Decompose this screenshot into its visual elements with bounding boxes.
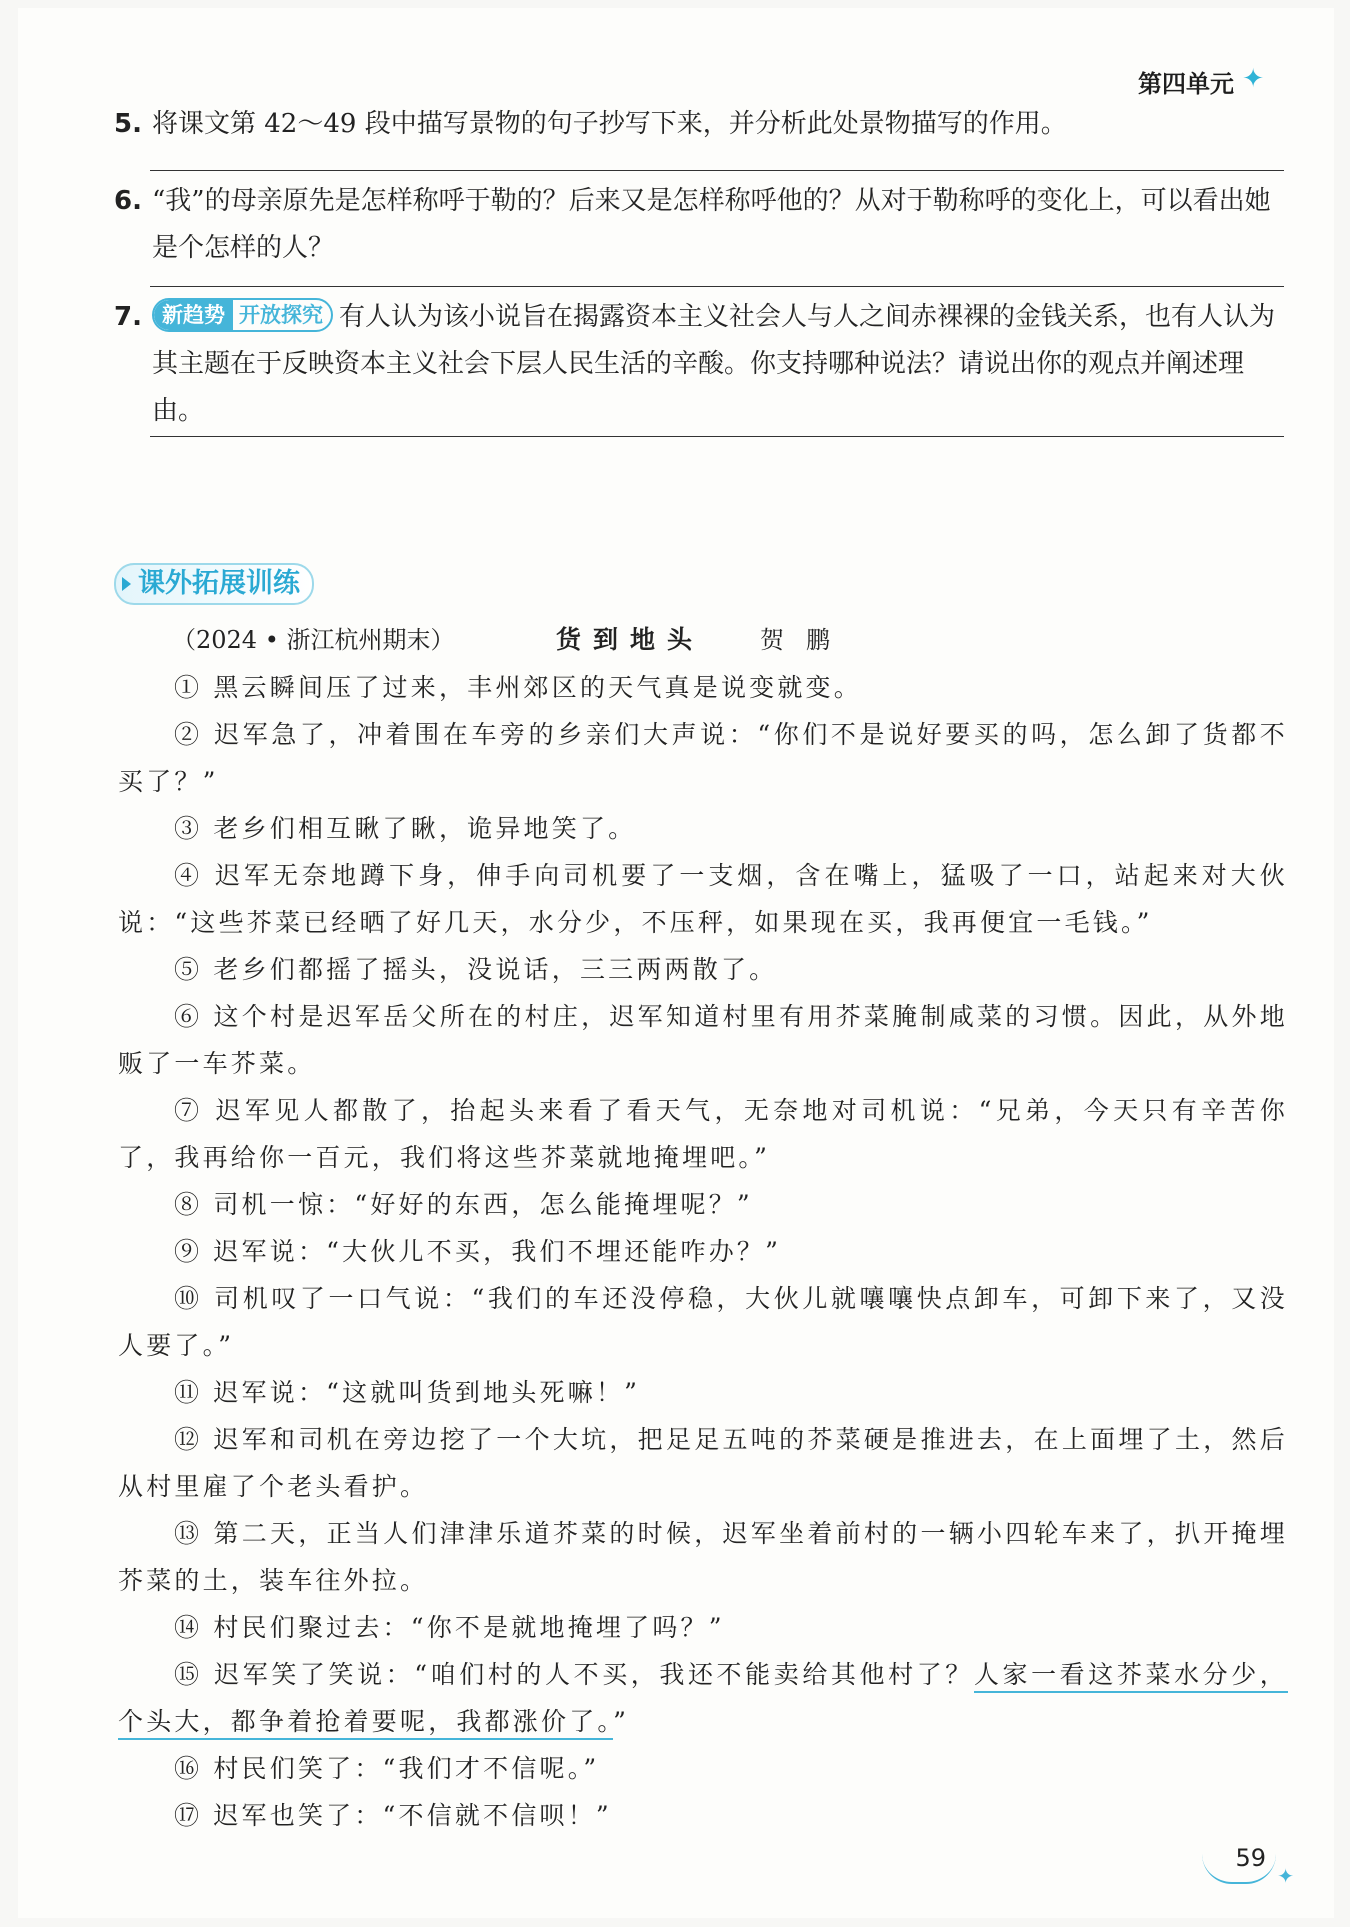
paragraph: ① 黑云瞬间压了过来，丰州郊区的天气真是说变就变。 [174, 673, 862, 702]
question-text: “我”的母亲原先是怎样称呼于勒的？后来又是怎样称呼他的？从对于勒称呼的变化上，可以看出她是个怎样的人？ [152, 186, 1271, 263]
question-5 [114, 101, 1284, 148]
paragraph-15 [118, 1651, 1288, 1745]
arrow-icon [122, 577, 131, 591]
paragraph: ② 迟军急了，冲着围在车旁的乡亲们大声说：“你们不是说好要买的吗，怎么卸了货都不买了？” [118, 720, 1288, 796]
answer-line[interactable] [150, 436, 1284, 437]
article-title: 货到地头 [556, 625, 705, 654]
paragraph: ⑬ 第二天，正当人们津津乐道芥菜的时候，迟军坐着前村的一辆小四轮车来了，扒开掩埋芥菜的土，装车往外拉。 [118, 1519, 1288, 1595]
paragraph: ③ 老乡们相互瞅了瞅，诡异地笑了。 [174, 814, 637, 843]
paragraph: ⑧ 司机一惊：“好好的东西，怎么能掩埋呢？” [174, 1190, 753, 1219]
answer-line[interactable] [150, 286, 1284, 287]
sparkle-star-icon: ✦ [1277, 1864, 1294, 1888]
answer-line[interactable] [150, 170, 1284, 171]
article-author: 贺鹏 [760, 626, 852, 654]
paragraph: ⑪ 迟军说：“这就叫货到地头死嘛！” [174, 1378, 641, 1407]
section-title: 课外拓展训练 [138, 568, 300, 599]
question-number: 5. [114, 109, 142, 139]
paragraph: ④ 迟军无奈地蹲下身，伸手向司机要了一支烟，含在嘴上，猛吸了一口，站起来对大伙说：“这些芥菜已经晒了好几天，水分少，不压秤，如果现在买，我再便宜一毛钱。” [118, 861, 1288, 937]
question-body: 有人认为该小说旨在揭露资本主义社会人与人之间赤裸裸的金钱关系，也有人认为其主题在于反映资本主义社会下层人民生活的辛酸。你支持哪种说法？请说出你的观点并阐述理由。 [152, 302, 1276, 426]
question-text [152, 294, 1284, 435]
question-number: 6. [114, 186, 142, 216]
question-6 [114, 178, 1284, 272]
tag-badge-trend: 新趋势 [154, 300, 233, 330]
paragraph: ⑭ 村民们聚过去：“你不是就地掩埋了吗？” [174, 1613, 725, 1642]
paragraph: ⑰ 迟军也笑了：“不信就不信呗！” [174, 1801, 612, 1830]
paragraph: ⑨ 迟军说：“大伙儿不买，我们不埋还能咋办？” [174, 1237, 782, 1266]
paragraph: ⑯ 村民们笑了：“我们才不信呢。” [174, 1754, 600, 1783]
question-text: 将课文第 42～49 段中描写景物的句子抄写下来，并分析此处景物描写的作用。 [152, 109, 1067, 139]
page [18, 8, 1334, 1918]
tag-badge [152, 298, 333, 332]
paragraph: ⑤ 老乡们都摇了摇头，没说话，三三两两散了。 [174, 955, 778, 984]
question-7 [114, 294, 1284, 435]
tag-badge-open: 开放探究 [239, 303, 323, 327]
sparkle-star-icon: ✦ [1242, 64, 1264, 94]
paragraph-text: ” [613, 1707, 630, 1736]
paragraph-text: ⑮ 迟军笑了笑说：“咱们村的人不买，我还不能卖给其他村了？ [174, 1660, 974, 1689]
underlined-sentence: 人家一看这芥菜水分少，个头大，都争着抢着要呢，我都涨价了。 [118, 1660, 1288, 1740]
paragraph: ⑩ 司机叹了一口气说：“我们的车还没停稳，大伙儿就嚷嚷快点卸车，可卸下来了，又没人要了。” [118, 1284, 1288, 1360]
section-header [114, 563, 314, 605]
article-body [118, 664, 1288, 1839]
paragraph: ⑥ 这个村是迟军岳父所在的村庄，迟军知道村里有用芥菜腌制咸菜的习惯。因此，从外地贩了一车芥菜。 [118, 1002, 1288, 1078]
unit-title: 第四单元 [1138, 70, 1234, 98]
paragraph: ⑦ 迟军见人都散了，抬起头来看了看天气，无奈地对司机说：“兄弟，今天只有辛苦你了，我再给你一百元，我们将这些芥菜就地掩埋吧。” [118, 1096, 1288, 1172]
page-number: 59 [1235, 1844, 1266, 1872]
question-number: 7. [114, 302, 142, 332]
article-source: （2024 • 浙江杭州期末） [172, 626, 455, 654]
paragraph: ⑫ 迟军和司机在旁边挖了一个大坑，把足足五吨的芥菜硬是推进去，在上面埋了土，然后从村里雇了个老头看护。 [118, 1425, 1288, 1501]
